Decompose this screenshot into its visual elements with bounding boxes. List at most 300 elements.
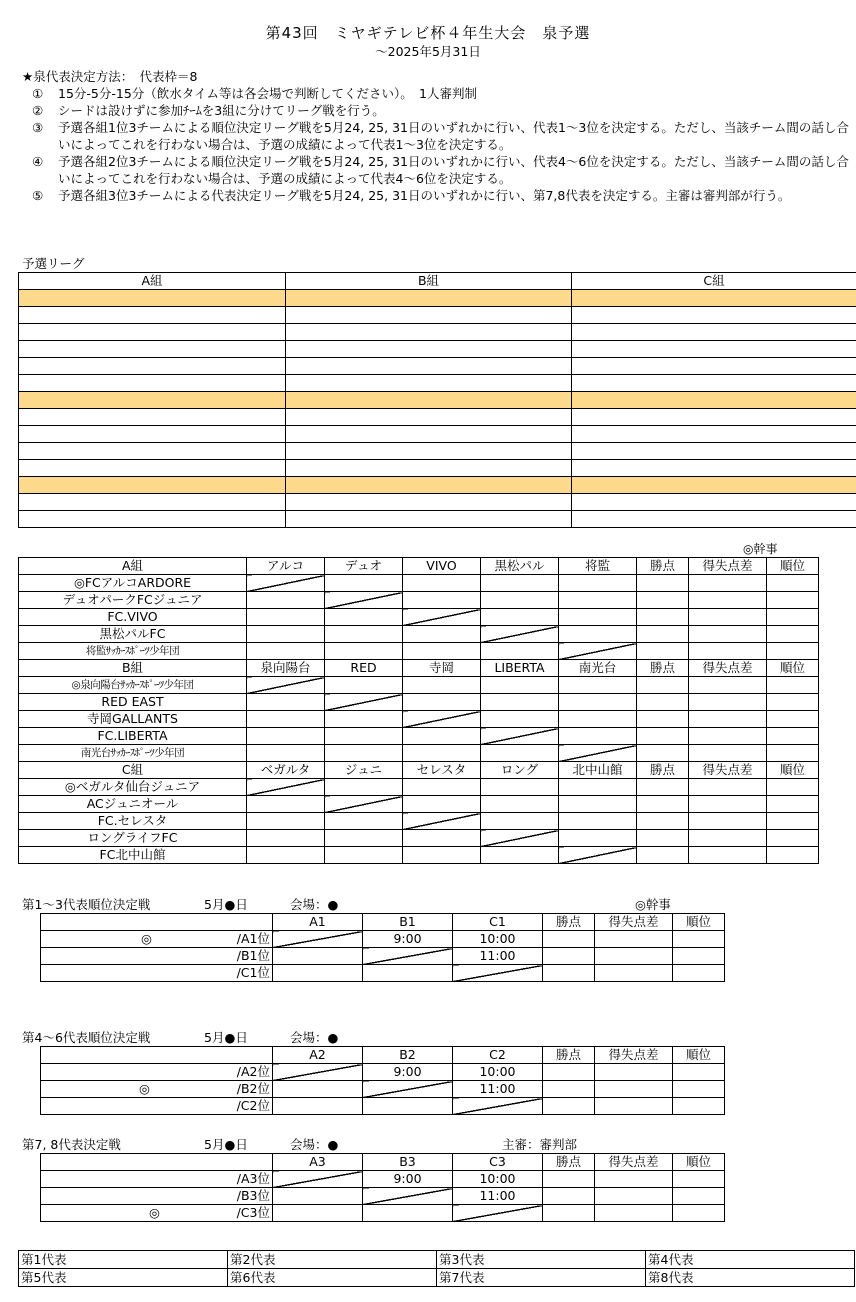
result-cell[interactable] [403,830,481,847]
final-row [41,1064,725,1081]
result-cell[interactable] [559,694,637,711]
result-cell[interactable] [363,1205,453,1222]
result-cell[interactable] [543,1188,595,1205]
result-cell[interactable] [325,609,403,626]
kanji-note: ◎幹事 [743,542,778,556]
final-row [41,1205,725,1222]
team-name: デュオパークFCジュニア [19,592,247,609]
result-cell[interactable] [247,694,325,711]
result-cell[interactable] [543,965,595,982]
result-cell[interactable] [403,745,481,762]
result-cell[interactable] [673,931,725,948]
group-header-cell: LIBERTA [481,660,559,677]
diagonal-cell [247,779,325,796]
team-name: RED EAST [19,694,247,711]
result-cell[interactable] [767,830,819,847]
rule-text: 15分-5分-15分（飲水タイム等は各会場で判断してください）。 1人審判制 [58,86,477,101]
group-header-row [19,660,819,677]
team-name: FC.LIBERTA [19,728,247,745]
final-title: 第7, 8代表決定戦 [22,1137,121,1152]
schedule-cell[interactable] [19,290,286,307]
result-cell[interactable] [403,643,481,660]
schedule-cell[interactable] [19,392,286,409]
final-date: 5月●日 [204,1137,248,1152]
schedule-label: 予選リーグ [22,256,85,271]
result-cell[interactable] [767,728,819,745]
group-header-cell: 勝点 [637,660,689,677]
schedule-cell[interactable] [19,511,286,528]
group-header-cell: 寺岡 [403,660,481,677]
schedule-cell[interactable] [19,409,286,426]
final-col-header: A3 [273,1154,363,1171]
result-cell[interactable] [247,745,325,762]
result-cell[interactable] [403,677,481,694]
group-league-table [18,557,819,864]
schedule-cell[interactable] [572,511,856,528]
result-cell[interactable] [325,711,403,728]
rep-cell[interactable]: 第5代表 [19,1269,228,1287]
schedule-row [19,358,856,375]
match-time[interactable]: 11:00 [453,948,543,965]
schedule-cell[interactable] [572,426,856,443]
schedule-cell[interactable] [572,409,856,426]
schedule-cell[interactable] [572,460,856,477]
schedule-row [19,511,856,528]
match-time[interactable]: 9:00 [363,931,453,948]
result-cell[interactable] [325,745,403,762]
page-title: 第43回 ミヤギテレビ杯４年生大会 泉予選 [265,24,591,42]
schedule-cell[interactable] [286,426,572,443]
group-header-cell: 順位 [767,558,819,575]
schedule-cell[interactable] [19,494,286,511]
result-cell[interactable] [559,626,637,643]
rule-number: ③ [32,120,44,135]
result-cell[interactable] [767,847,819,864]
result-cell[interactable] [767,694,819,711]
result-cell[interactable] [767,796,819,813]
result-cell[interactable] [689,779,767,796]
schedule-cell[interactable] [19,375,286,392]
match-time[interactable]: 11:00 [453,1188,543,1205]
result-cell[interactable] [481,745,559,762]
result-cell[interactable] [481,643,559,660]
result-cell[interactable] [325,626,403,643]
group-team-row [19,779,819,796]
diagonal-cell [403,813,481,830]
result-cell[interactable] [247,643,325,660]
result-cell[interactable] [543,1205,595,1222]
result-cell[interactable] [481,609,559,626]
result-cell[interactable] [481,813,559,830]
group-header-cell: 南光台 [559,660,637,677]
result-cell[interactable] [543,948,595,965]
result-cell[interactable] [637,711,689,728]
diagonal-cell [325,592,403,609]
group-header-cell: アルコ [247,558,325,575]
result-cell[interactable] [403,694,481,711]
result-cell[interactable] [689,694,767,711]
final-col-header: B2 [363,1047,453,1064]
group-team-row [19,711,819,728]
group-header-cell: 黒松パル [481,558,559,575]
result-cell[interactable] [273,965,363,982]
result-cell[interactable] [543,931,595,948]
result-cell[interactable] [325,813,403,830]
result-cell[interactable] [481,711,559,728]
result-cell[interactable] [637,694,689,711]
result-cell[interactable] [481,677,559,694]
result-cell[interactable] [481,779,559,796]
result-cell[interactable] [637,643,689,660]
result-cell[interactable] [637,728,689,745]
result-cell[interactable] [689,609,767,626]
slot-label: /A1位 [236,931,270,946]
schedule-cell[interactable] [572,358,856,375]
result-cell[interactable] [595,1171,673,1188]
rule-text: 予選各組2位3チームによる順位決定リーグ戦を5月24, 25, 31日のいずれかに行い、代表4～6位を決定する。ただし、当該チーム間の話し合いによってこれを行わない場合は、予選の成績によって代表4～6位を決定する。 [58,154,849,186]
result-cell[interactable] [543,1081,595,1098]
diagonal-cell [481,626,559,643]
schedule-cell[interactable] [572,477,856,494]
result-cell[interactable] [247,796,325,813]
result-cell[interactable] [543,1171,595,1188]
final-table [40,913,725,982]
result-cell[interactable] [481,796,559,813]
group-team-row [19,575,819,592]
result-cell[interactable] [767,643,819,660]
rule-number: ① [32,86,44,101]
rules-heading: ★泉代表決定方法： 代表枠＝8 [22,69,198,84]
final-date: 5月●日 [204,897,248,912]
result-cell[interactable] [403,796,481,813]
schedule-cell[interactable] [19,358,286,375]
schedule-cell[interactable] [286,392,572,409]
result-cell[interactable] [481,694,559,711]
result-cell[interactable] [637,847,689,864]
result-cell[interactable] [673,1205,725,1222]
rule-number: ② [32,103,44,118]
final-col-header: A2 [273,1047,363,1064]
result-cell[interactable] [559,609,637,626]
result-cell[interactable] [767,779,819,796]
group-team-row [19,592,819,609]
group-team-row [19,813,819,830]
final-row [41,1081,725,1098]
final-title: 第4～6代表順位決定戦 [22,1030,151,1045]
group-header-cell: B組 [19,660,247,677]
result-cell[interactable] [767,575,819,592]
final-slot-cell [41,965,273,982]
final-header-row [41,914,725,931]
result-cell[interactable] [595,965,673,982]
schedule-cell[interactable] [286,494,572,511]
result-cell[interactable] [363,1098,453,1115]
result-cell[interactable] [325,677,403,694]
group-header-cell: 順位 [767,660,819,677]
match-time[interactable]: 10:00 [453,931,543,948]
result-cell[interactable] [689,796,767,813]
schedule-cell[interactable] [286,477,572,494]
schedule-cell[interactable] [19,460,286,477]
schedule-cell[interactable] [286,409,572,426]
result-cell[interactable] [325,830,403,847]
result-cell[interactable] [689,728,767,745]
result-cell[interactable] [689,677,767,694]
result-cell[interactable] [325,643,403,660]
result-cell[interactable] [247,626,325,643]
result-cell[interactable] [481,575,559,592]
schedule-cell[interactable] [19,426,286,443]
schedule-cell[interactable] [286,511,572,528]
result-cell[interactable] [559,813,637,830]
schedule-cell[interactable] [572,290,856,307]
match-time[interactable]: 11:00 [453,1081,543,1098]
result-cell[interactable] [595,931,673,948]
result-cell[interactable] [637,677,689,694]
result-cell[interactable] [559,575,637,592]
rep-cell[interactable]: 第8代表 [646,1269,855,1287]
result-cell[interactable] [767,745,819,762]
result-cell[interactable] [273,1205,363,1222]
result-cell[interactable] [273,1188,363,1205]
diagonal-cell [481,728,559,745]
group-header-cell: 順位 [767,762,819,779]
result-cell[interactable] [247,711,325,728]
result-cell[interactable] [403,728,481,745]
result-cell[interactable] [559,779,637,796]
result-cell[interactable] [595,1098,673,1115]
final-col-header: 勝点 [543,1154,595,1171]
final-note: 主審：審判部 [502,1137,578,1152]
result-cell[interactable] [637,745,689,762]
rule-item [22,187,853,204]
group-header-cell: セレスタ [403,762,481,779]
rep-cell[interactable]: 第6代表 [228,1269,437,1287]
schedule-header-b: B組 [286,273,572,290]
result-cell[interactable] [689,711,767,728]
result-cell[interactable] [673,1098,725,1115]
diagonal-cell [273,1064,363,1081]
final-row [41,965,725,982]
schedule-row [19,341,856,358]
result-cell[interactable] [673,965,725,982]
match-time[interactable]: 9:00 [363,1171,453,1188]
group-header-cell: VIVO [403,558,481,575]
rule-item [22,119,853,153]
result-cell[interactable] [595,1081,673,1098]
schedule-cell[interactable] [286,307,572,324]
result-cell[interactable] [325,847,403,864]
schedule-cell[interactable] [286,375,572,392]
result-cell[interactable] [689,592,767,609]
match-time[interactable]: 10:00 [453,1171,543,1188]
result-cell[interactable] [673,1081,725,1098]
schedule-cell[interactable] [286,290,572,307]
final-col-header: 勝点 [543,914,595,931]
schedule-cell[interactable] [286,460,572,477]
result-cell[interactable] [689,575,767,592]
result-cell[interactable] [543,1098,595,1115]
schedule-cell[interactable] [286,443,572,460]
result-cell[interactable] [595,1064,673,1081]
result-cell[interactable] [273,948,363,965]
final-corner-cell [41,914,273,931]
final-slot-cell [41,931,273,948]
result-cell[interactable] [595,1205,673,1222]
result-cell[interactable] [481,592,559,609]
schedule-header-a: A組 [19,273,286,290]
result-cell[interactable] [637,626,689,643]
schedule-row [19,426,856,443]
schedule-cell[interactable] [572,392,856,409]
result-cell[interactable] [559,711,637,728]
final-venue: 会場：● [290,1030,339,1045]
result-cell[interactable] [673,1171,725,1188]
result-cell[interactable] [637,830,689,847]
group-team-row [19,609,819,626]
result-cell[interactable] [673,948,725,965]
schedule-cell[interactable] [19,341,286,358]
diagonal-cell [363,1188,453,1205]
result-cell[interactable] [767,711,819,728]
result-cell[interactable] [689,626,767,643]
match-time[interactable]: 9:00 [363,1064,453,1081]
schedule-row [19,409,856,426]
schedule-cell[interactable] [572,494,856,511]
result-cell[interactable] [325,728,403,745]
result-cell[interactable] [273,1081,363,1098]
result-cell[interactable] [403,592,481,609]
result-cell[interactable] [689,745,767,762]
group-header-cell: A組 [19,558,247,575]
result-cell[interactable] [273,1098,363,1115]
result-cell[interactable] [767,677,819,694]
result-cell[interactable] [637,813,689,830]
diagonal-cell [273,931,363,948]
schedule-cell[interactable] [286,358,572,375]
result-cell[interactable] [673,1064,725,1081]
schedule-cell[interactable] [19,477,286,494]
diagonal-cell [559,643,637,660]
rep-cell[interactable]: 第1代表 [19,1251,228,1269]
result-cell[interactable] [637,796,689,813]
schedule-cell[interactable] [19,324,286,341]
result-cell[interactable] [363,965,453,982]
group-header-cell: ジュニ [325,762,403,779]
result-cell[interactable] [247,830,325,847]
result-cell[interactable] [559,677,637,694]
result-cell[interactable] [325,575,403,592]
result-cell[interactable] [767,609,819,626]
group-header-cell: 得失点差 [689,660,767,677]
schedule-table [18,272,856,528]
result-cell[interactable] [689,847,767,864]
slot-label: /C1位 [236,965,270,980]
result-cell[interactable] [673,1188,725,1205]
rep-cell[interactable]: 第3代表 [437,1251,646,1269]
result-cell[interactable] [637,575,689,592]
group-header-cell: デュオ [325,558,403,575]
result-cell[interactable] [637,779,689,796]
group-team-row [19,847,819,864]
final-col-header: B3 [363,1154,453,1171]
rule-item [22,102,853,119]
result-cell[interactable] [481,847,559,864]
result-cell[interactable] [689,813,767,830]
diagonal-cell [559,847,637,864]
final-col-header: B1 [363,914,453,931]
result-cell[interactable] [403,575,481,592]
result-cell[interactable] [559,728,637,745]
group-header-cell: 将監 [559,558,637,575]
rules-section [22,68,853,204]
result-cell[interactable] [559,796,637,813]
final-table [40,1153,725,1222]
result-cell[interactable] [767,592,819,609]
result-cell[interactable] [247,728,325,745]
schedule-cell[interactable] [572,307,856,324]
result-cell[interactable] [247,813,325,830]
result-cell[interactable] [559,592,637,609]
schedule-row [19,494,856,511]
result-cell[interactable] [247,592,325,609]
result-cell[interactable] [595,1188,673,1205]
schedule-cell[interactable] [19,307,286,324]
schedule-cell[interactable] [286,341,572,358]
result-cell[interactable] [325,779,403,796]
schedule-header-c: C組 [572,273,856,290]
team-name: FC北中山館 [19,847,247,864]
group-header-row [19,558,819,575]
result-cell[interactable] [767,813,819,830]
schedule-cell[interactable] [572,443,856,460]
rep-cell[interactable]: 第7代表 [437,1269,646,1287]
result-cell[interactable] [247,847,325,864]
rule-item [22,153,853,187]
rule-text: 予選各組1位3チームによる順位決定リーグ戦を5月24, 25, 31日のいずれかに行い、代表1～3位を決定する。ただし、当該チーム間の話し合いによってこれを行わない場合は、予選の成績によって代表1～3位を決定する。 [58,120,849,152]
result-cell[interactable] [767,626,819,643]
final-col-header: 得失点差 [595,1047,673,1064]
team-name: ◎ベガルタ仙台ジュニア [19,779,247,796]
final-row [41,1098,725,1115]
result-cell[interactable] [559,830,637,847]
result-cell[interactable] [689,830,767,847]
schedule-cell[interactable] [572,324,856,341]
schedule-cell[interactable] [572,341,856,358]
rule-text: シードは設けずに参加ﾁｰﾑを3組に分けてリーグ戦を行う。 [58,103,385,118]
result-cell[interactable] [637,592,689,609]
final-corner-cell [41,1154,273,1171]
diagonal-cell [325,694,403,711]
result-cell[interactable] [403,779,481,796]
rep-cell[interactable]: 第4代表 [646,1251,855,1269]
schedule-cell[interactable] [19,443,286,460]
result-cell[interactable] [247,609,325,626]
result-cell[interactable] [595,948,673,965]
schedule-cell[interactable] [572,375,856,392]
rule-number: ④ [32,154,44,169]
match-time[interactable]: 10:00 [453,1064,543,1081]
result-cell[interactable] [403,847,481,864]
host-mark: ◎ [141,931,152,946]
schedule-cell[interactable] [286,324,572,341]
result-cell[interactable] [403,626,481,643]
result-cell[interactable] [637,609,689,626]
result-cell[interactable] [689,643,767,660]
result-cell[interactable] [543,1064,595,1081]
rep-cell[interactable]: 第2代表 [228,1251,437,1269]
diagonal-cell [403,609,481,626]
